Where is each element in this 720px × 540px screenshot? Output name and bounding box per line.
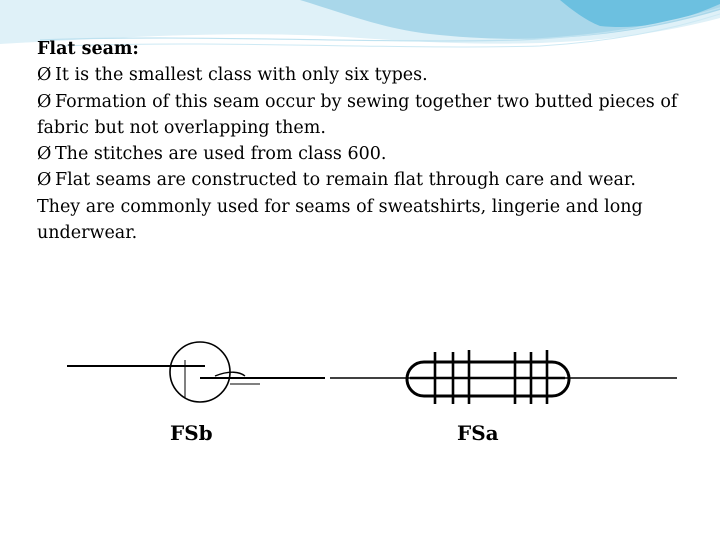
seam-diagram xyxy=(45,300,700,445)
bullet-1 xyxy=(37,62,697,88)
bullet-text: The stitches are used from class 600. xyxy=(55,144,387,165)
bullet-text: Flat seams are constructed to remain flat through care and wear. xyxy=(55,170,636,191)
bullet-text: Formation of this seam occur by sewing together two butted pieces of fabric but not overlapping them. xyxy=(37,91,678,138)
fsb-seam-drawing xyxy=(67,342,325,402)
bullet-arrow-icon: Ø xyxy=(37,170,52,191)
bullet-2 xyxy=(37,89,697,142)
fsb-label: FSb xyxy=(170,421,213,445)
bullet-text: It is the smallest class with only six types. xyxy=(55,65,428,86)
bullet-arrow-icon: Ø xyxy=(37,91,52,112)
bullet-arrow-icon: Ø xyxy=(37,65,52,86)
fsa-label: FSa xyxy=(457,421,499,445)
bullet-4 xyxy=(37,167,697,193)
closing-paragraph: They are commonly used for seams of sweatshirts, lingerie and long underwear. xyxy=(37,196,643,244)
slide-title: Flat seam: xyxy=(37,39,139,59)
bullet-arrow-icon: Ø xyxy=(37,144,52,165)
slide-body xyxy=(37,36,697,246)
fsa-seam-drawing xyxy=(330,350,677,404)
bullet-3 xyxy=(37,141,697,167)
seam-diagram-svg xyxy=(45,300,700,445)
